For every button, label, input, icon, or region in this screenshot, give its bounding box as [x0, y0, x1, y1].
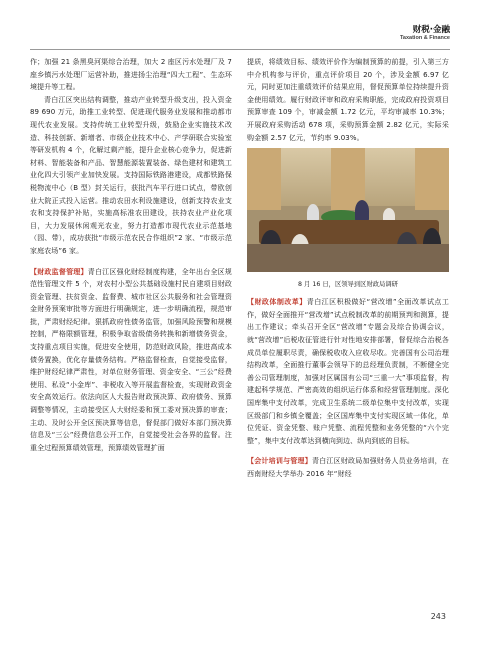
paragraph-fiscal-reform: [247, 296, 449, 447]
section-tag: 【会计培训与管理】: [247, 457, 312, 466]
section-title-en: Taxation & Finance: [399, 35, 450, 42]
left-column: [30, 56, 232, 454]
page-number: 243: [430, 612, 446, 621]
paragraph: 提质，将绩效目标、绩效评价作为编制预算的前提，引入第三方中介机构参与评价，重点评价项目 20 个，涉及金额 6.97 亿元，同时更加注重绩效评价结果应用，督促预算单位持续提升资金使用绩效。履行财政评审和政府采购职能，完成政府投资项目预算审查 109 个，审减金额 1.72 亿元，平均审减率 10.3%；开展政府采购活动 678 项，采购预算金额 2.82 亿元，实际采购金额 2.57 亿元，节约率 9.03%。: [247, 58, 449, 142]
section-tag: 【财政体制改革】: [247, 298, 307, 307]
paragraph: 青白江区突出结构调整，推动产业转型升级支出，投入资金 89 690 万元，助推工业转型、促进现代服务业发展和推动都市现代农业发展。支持传统工业转型升级，鼓励企业实施技术改造、科技创新、新增者、市级企业技术中心、产学研联合实验室等研发机构 4 个，化解过剩产能，提升企业核心竞争力，促进新材料、智能装备和产品、智慧能源装置装备、绿色建材和建筑工业化四大引领产业加快发展。支持国际铁路港建设，成都铁路保税物流中心（B 型）封关运行，获批汽车平行进口试点，带欧创业大院正式投入运营。推动农田水利设施建设，创新支持农业支农和支持保护补贴，实施高标准农田建设，扶持农业产业化项目，大力发展休闲观光农业，努力打造都市现代农业示范基地（园、带），成功获批“市级示范农民合作组织”2 家、“市级示范家庭农场”6 家。: [30, 95, 232, 255]
paragraph-text: 青白江区积极做好“营改增”全面改革试点工作，做好全面推开“营改增”试点税制改革的前期预判和测算，提出工作建议；牵头召开全区“营改增”专题会及综合协调会议，就“营改增”后税收征管进行针对性地安排部署，督促综合治税各成员单位履职尽责，确保税收收入应收尽收。完善国有公司治理结构改革，全面推行董事会领导下的总经理负责制，不断健全完善公司管理制度，加强对区属国有公司“三重一大”事项监督，构建起科学规范、严密高效的组织运行体系和经营管理制度。深化国库集中支付改革，完成卫生系统二级单位集中支付改革，实现区级部门和乡镇全覆盖；全区国库集中支付实现区域一体化，单位凭证、资金凭整、账户凭整、流程凭整和业务凭整的“六个完整”，集中支付改革达到横向到边、纵向到底的目标。: [247, 298, 449, 445]
photo-caption: 8 月 16 日，区领导到区财政局调研: [298, 281, 398, 289]
right-column: [247, 56, 449, 480]
paragraph-finance-supervision: [30, 266, 232, 455]
paragraph: 作；加强 21 条黑臭河渠综合治理，加大 2 座区污水处理厂及 7 座乡镇污水处理厂运营补助，推进扬尘治理“四大工程”、生态环境提升等工程。: [30, 58, 232, 92]
section-header: [400, 26, 450, 41]
section-tag: 【财政监督管理】: [30, 267, 88, 276]
meeting-photo: [247, 148, 449, 272]
paragraph-text: 青白江区强化财经制度构建，全年出台全区规范性管理文件 5 个，对农村小型公共基础设施村民自建项目财政资金管理、扶贫资金、监督费、城市社区公共服务和社会管理资金财务预案审批等方面进行明确规定，进一步明确流程，规范审批，严肃财经纪律。狠抓政府性债务监管，加强风险预警和规模控制，严格限额管理，积极争取省级债务转换和新增债务资金，支持重点项目实施，促进安全使用，防范财政风险，推进高成本债务置换，优化存量债务结构。严格监督检查，自觉接受监督，维护财经纪律严肃性，对单位财务管理、资金安全、“三公”经费使用、私设“小金库”、非税收入等开展监督检查，实现财政资金安全高效运行。依法向区人大报告财政预决算、政府债务、预算调整等情况，主动接受区人大财经委和预工委对预决算的审查；主动、及时公开全区预决算等信息，督促部门做好本部门预决算信息及“三公”经费信息公开工作，自觉接受社会各界的监督。注重全过程预算绩效管理，预算绩效管理扩面: [30, 267, 232, 452]
paragraph-accounting-training: [247, 455, 449, 480]
section-title-zh: 财税·金融: [412, 25, 450, 35]
header-divider: [30, 49, 450, 50]
paragraph-text: 青白江区财政局加强财务人员业务培训，在西南财经大学举办 2016 年“财经: [247, 457, 449, 478]
